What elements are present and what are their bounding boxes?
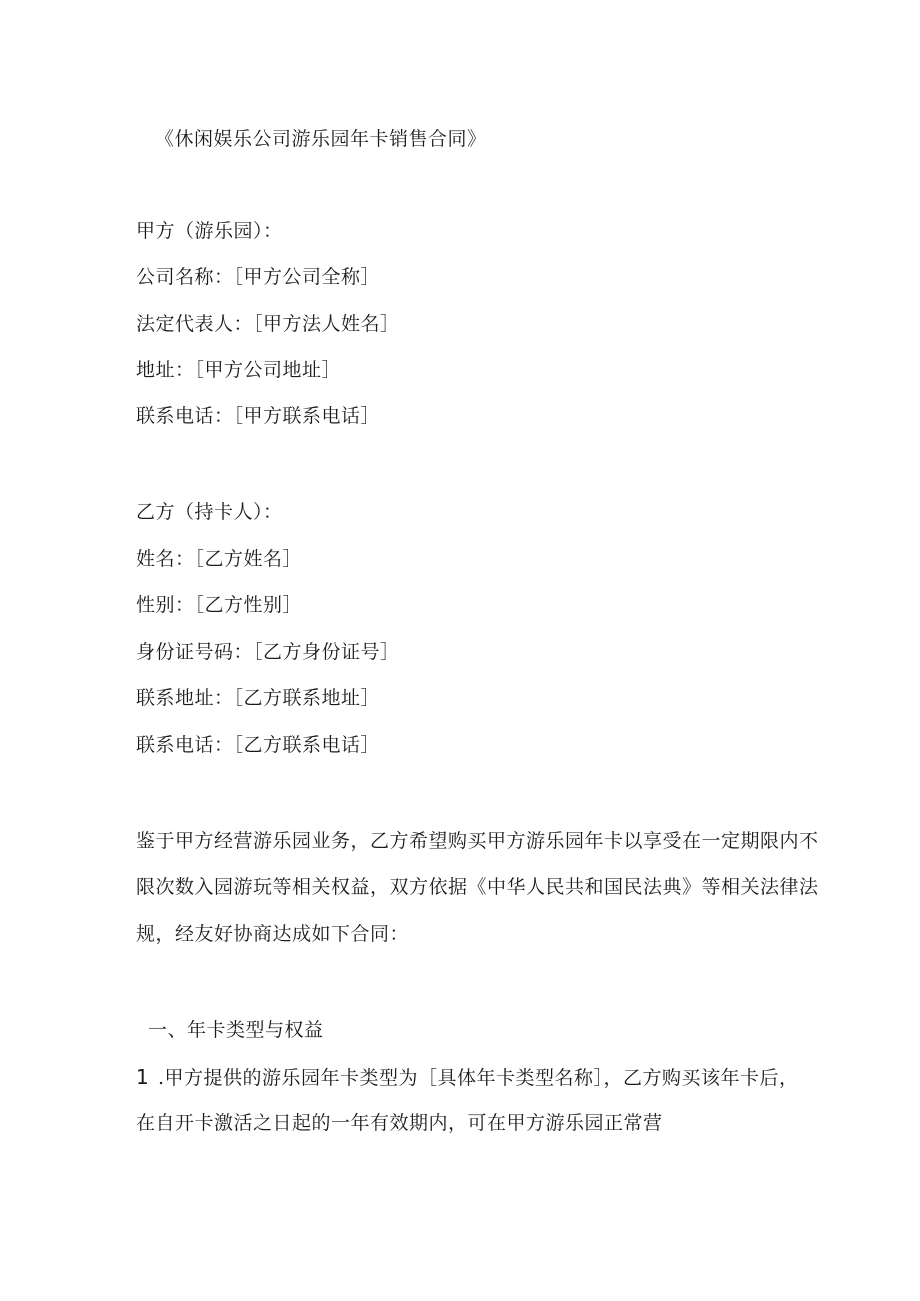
section-1-item-1: [136, 1065, 799, 1090]
item-text-line-1: .甲方提供的游乐园年卡类型为［具体年卡类型名称］，乙方购买该年卡后，: [158, 1067, 799, 1089]
party-a-company-name: 公司名称：［甲方公司全称］: [136, 266, 381, 288]
party-b-phone: 联系电话：［乙方联系电话］: [136, 734, 381, 756]
party-a-legal-rep: 法定代表人：［甲方法人姓名］: [136, 313, 400, 335]
section-1-item-1-continued: 在自开卡激活之日起的一年有效期内，可在甲方游乐园正常营: [136, 1112, 663, 1134]
item-number: 1: [136, 1065, 150, 1089]
party-b-id-number: 身份证号码：［乙方身份证号］: [136, 641, 400, 663]
preamble-line-1: 鉴于甲方经营游乐园业务，乙方希望购买甲方游乐园年卡以享受在一定期限内不: [136, 830, 819, 852]
party-a-heading: 甲方（游乐园）：: [136, 220, 283, 242]
party-b-gender: 性别：［乙方性别］: [136, 594, 303, 616]
contract-title: 《休闲娱乐公司游乐园年卡销售合同》: [155, 128, 487, 150]
section-1-heading: 一、年卡类型与权益: [148, 1019, 324, 1041]
preamble-line-3: 规，经友好协商达成如下合同：: [136, 923, 410, 945]
party-b-name: 姓名：［乙方姓名］: [136, 548, 303, 570]
party-b-heading: 乙方（持卡人）：: [136, 501, 283, 523]
party-a-phone: 联系电话：［甲方联系电话］: [136, 405, 381, 427]
party-b-address: 联系地址：［乙方联系地址］: [136, 687, 381, 709]
preamble-line-2: 限次数入园游玩等相关权益，双方依据《中华人民共和国民法典》等相关法律法: [136, 876, 819, 898]
party-a-address: 地址：［甲方公司地址］: [136, 359, 342, 381]
